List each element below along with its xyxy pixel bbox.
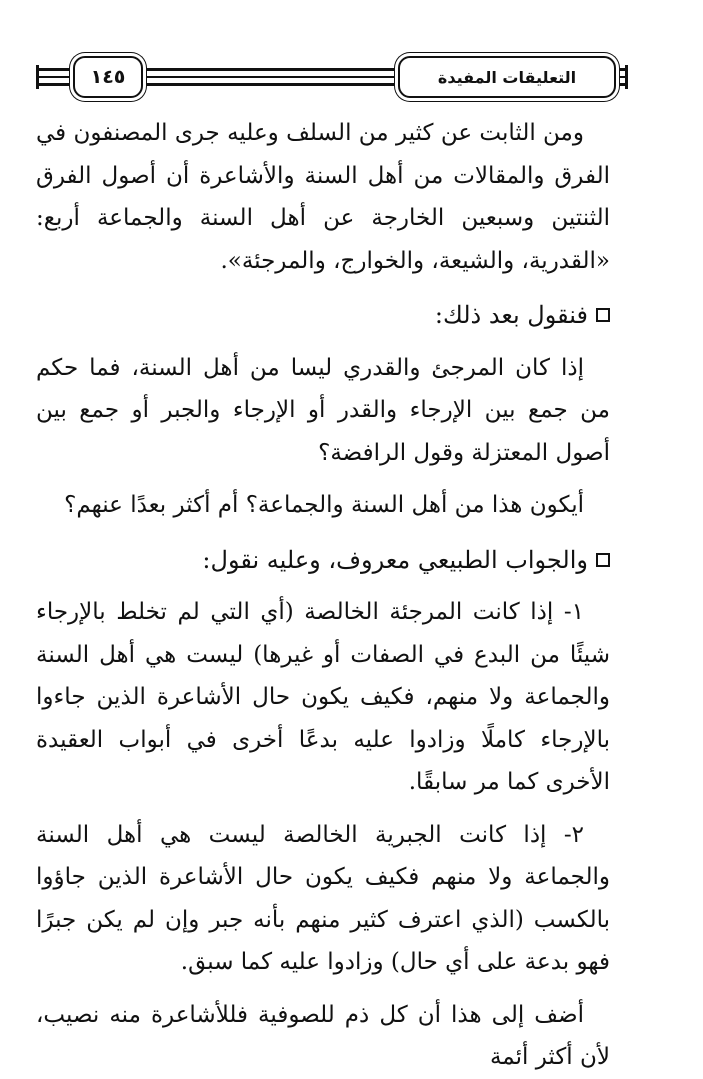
paragraph-sufism-note: أضف إلى هذا أن كل ذم للصوفية فللأشاعرة منه نصيب، لأن أكثر أئمة: [36, 1001, 610, 1070]
section-heading-then-we-say: [36, 294, 610, 337]
square-outline-icon: [596, 308, 610, 322]
square-outline-icon: [596, 553, 610, 567]
section-heading-text: والجواب الطبيعي معروف، وعليه نقول:: [202, 545, 588, 574]
header-rule-endcap-left: [36, 65, 39, 89]
paragraph-sects-origins: ومن الثابت عن كثير من السلف وعليه جرى المصنفون في الفرق والمقالات من أهل السنة والأشاعرة أن أصول الفرق الثنتين وسبعين الخارجة عن أهل السنة والجماعة أربع: «القدرية، والشيعة، والخوارج، والمرجئة».: [36, 120, 610, 274]
page-body: [36, 112, 610, 1079]
paragraph-point-two: ٢- إذا كانت الجبرية الخالصة ليست هي أهل السنة والجماعة ولا منهم فكيف يكون حال الأشاعرة الذين جاؤوا بالكسب (الذي اعترف كثير منهم بأنه جبر وإن لم يكن جبرًا فهو بدعة على أي حال) وزادوا عليه كما سبق.: [36, 821, 610, 975]
paragraph-question-ahl-sunnah: أيكون هذا من أهل السنة والجماعة؟ أم أكثر بعدًا عنهم؟: [64, 492, 584, 518]
header-rule-endcap-right: [625, 65, 628, 89]
running-header: [36, 56, 628, 98]
book-title: التعليقات المفيدة: [398, 56, 616, 98]
paragraph-question-combination: إذا كان المرجئ والقدري ليسا من أهل السنة، فما حكم من جمع بين الإرجاء والقدر أو الإرجاء والجبر أو جمع بين أصول المعتزلة وقول الرافضة؟: [36, 354, 610, 466]
section-heading-text: فنقول بعد ذلك:: [434, 301, 588, 329]
paragraph-point-one: ١- إذا كانت المرجئة الخالصة (أي التي لم تخلط بالإرجاء شيئًا من البدع في الصفات أو غيرها) ليست هي أهل السنة والجماعة ولا منهم، فكيف يكون حال الأشاعرة الذين جاءوا بالإرجاء كاملًا وزادوا عليه بدعًا أخرى في أبواب العقيدة الأخرى كما مر سابقًا.: [36, 599, 610, 795]
page-number: ١٤٥: [73, 56, 143, 98]
section-heading-natural-answer: [36, 539, 610, 582]
